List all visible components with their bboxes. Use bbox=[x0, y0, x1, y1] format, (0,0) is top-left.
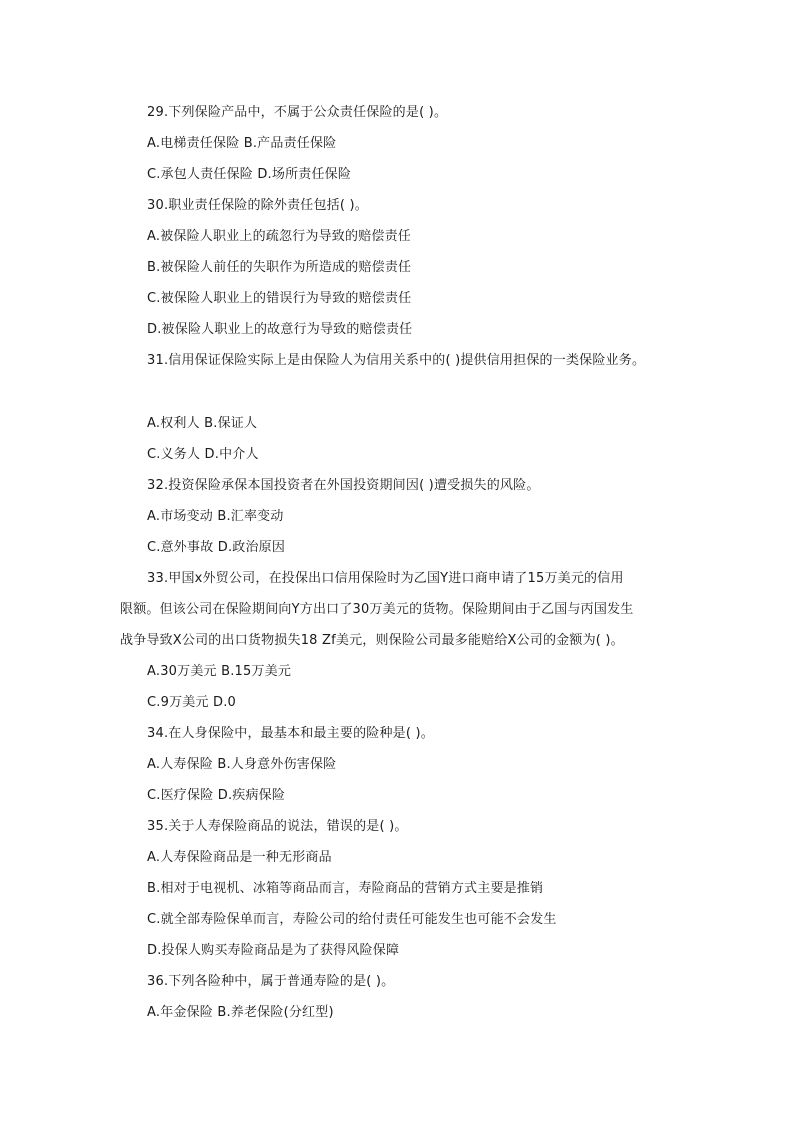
question-36: 36.下列各险种中，属于普通寿险的是( )。 bbox=[147, 974, 395, 989]
question-31: 31.信用保证保险实际上是由保险人为信用关系中的( )提供信用担保的一类保险业务。 bbox=[147, 353, 646, 368]
question-35: 35.关于人寿保险商品的说法，错误的是( )。 bbox=[147, 819, 408, 834]
question-29: 29.下列保险产品中，不属于公众责任保险的是( )。 bbox=[147, 105, 448, 120]
q35-option-d: D.投保人购买寿险商品是为了获得风险保障 bbox=[147, 943, 400, 958]
q30-option-a: A.被保险人职业上的疏忽行为导致的赔偿责任 bbox=[147, 229, 411, 244]
q29-options-ab: A.电梯责任保险 B.产品责任保险 bbox=[147, 136, 337, 151]
question-33-line-2: 限额。但该公司在保险期间向Y方出口了30万美元的货物。保险期间由于乙国与丙国发生 bbox=[120, 602, 634, 617]
q35-option-b: B.相对于电视机、冰箱等商品而言，寿险商品的营销方式主要是推销 bbox=[147, 881, 544, 896]
q33-options-cd: C.9万美元 D.0 bbox=[147, 695, 237, 710]
q36-options-ab: A.年金保险 B.养老保险(分红型) bbox=[147, 1005, 334, 1020]
q30-option-d: D.被保险人职业上的故意行为导致的赔偿责任 bbox=[147, 322, 413, 337]
q33-options-ab: A.30万美元 B.15万美元 bbox=[147, 664, 292, 679]
question-33-line-3: 战争导致X公司的出口货物损失18 Zf美元，则保险公司最多能赔给X公司的金额为( )。 bbox=[120, 633, 624, 648]
q31-options-ab: A.权利人 B.保证人 bbox=[147, 416, 258, 431]
q32-options-cd: C.意外事故 D.政治原因 bbox=[147, 540, 286, 555]
question-33-line-1: 33.甲国x外贸公司，在投保出口信用保险时为乙国Y进口商申请了15万美元的信用 bbox=[147, 571, 624, 586]
question-30: 30.职业责任保险的除外责任包括( )。 bbox=[147, 198, 368, 213]
question-34: 34.在人身保险中，最基本和最主要的险种是( )。 bbox=[147, 726, 434, 741]
q35-option-c: C.就全部寿险保单而言，寿险公司的给付责任可能发生也可能不会发生 bbox=[147, 912, 557, 927]
q31-options-cd: C.义务人 D.中介人 bbox=[147, 447, 259, 462]
q30-option-c: C.被保险人职业上的错误行为导致的赔偿责任 bbox=[147, 291, 412, 306]
q29-options-cd: C.承包人责任保险 D.场所责任保险 bbox=[147, 167, 352, 182]
q34-options-cd: C.医疗保险 D.疾病保险 bbox=[147, 788, 286, 803]
q34-options-ab: A.人寿保险 B.人身意外伤害保险 bbox=[147, 757, 337, 772]
q35-option-a: A.人寿保险商品是一种无形商品 bbox=[147, 850, 332, 865]
question-32: 32.投资保险承保本国投资者在外国投资期间因( )遭受损失的风险。 bbox=[147, 478, 540, 493]
q30-option-b: B.被保险人前任的失职作为所造成的赔偿责任 bbox=[147, 260, 412, 275]
q32-options-ab: A.市场变动 B.汇率变动 bbox=[147, 509, 284, 524]
